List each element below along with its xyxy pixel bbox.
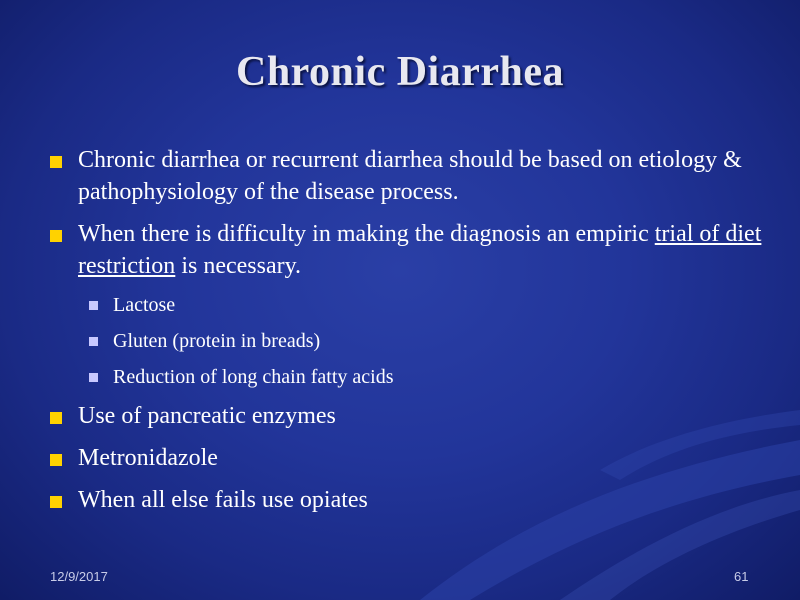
square-bullet-icon [50,412,62,424]
bullet-item [46,400,766,432]
footer-date: 12/9/2017 [50,569,108,584]
page-number: 61 [734,569,749,584]
bullet-text: Chronic diarrhea or recurrent diarrhea should be based on etiology & pathophysiology of the disease process. [78,147,742,205]
square-bullet-icon [50,496,62,508]
sub-bullet-item [46,328,766,354]
bullet-item [46,484,766,516]
sub-bullet-text: Gluten (protein in breads) [113,330,321,352]
bullet-text: Metronidazole [78,445,218,471]
slide-title: Chronic Diarrhea [235,49,565,95]
bullet-list [46,144,766,526]
bullet-text: When all else fails use opiates [78,487,368,513]
bullet-text: Use of pancreatic enzymes [78,403,336,429]
sub-bullet-item [46,364,766,390]
bullet-item [46,144,766,208]
sub-bullet-icon [89,337,98,346]
sub-bullet-icon [89,373,98,382]
square-bullet-icon [50,230,62,242]
bullet-item [46,218,766,282]
square-bullet-icon [50,454,62,466]
bullet-text: When there is difficulty in making the diagnosis an empiric [78,221,655,247]
sub-bullet-text: Lactose [113,294,176,316]
sub-bullet-text: Reduction of long chain fatty acids [113,366,394,388]
underlined-text: trial of diet restriction [78,221,762,279]
bullet-text: is necessary. [175,253,302,279]
sub-bullet-icon [89,301,98,310]
sub-bullet-item [46,292,766,318]
bullet-item [46,442,766,474]
square-bullet-icon [50,156,62,168]
